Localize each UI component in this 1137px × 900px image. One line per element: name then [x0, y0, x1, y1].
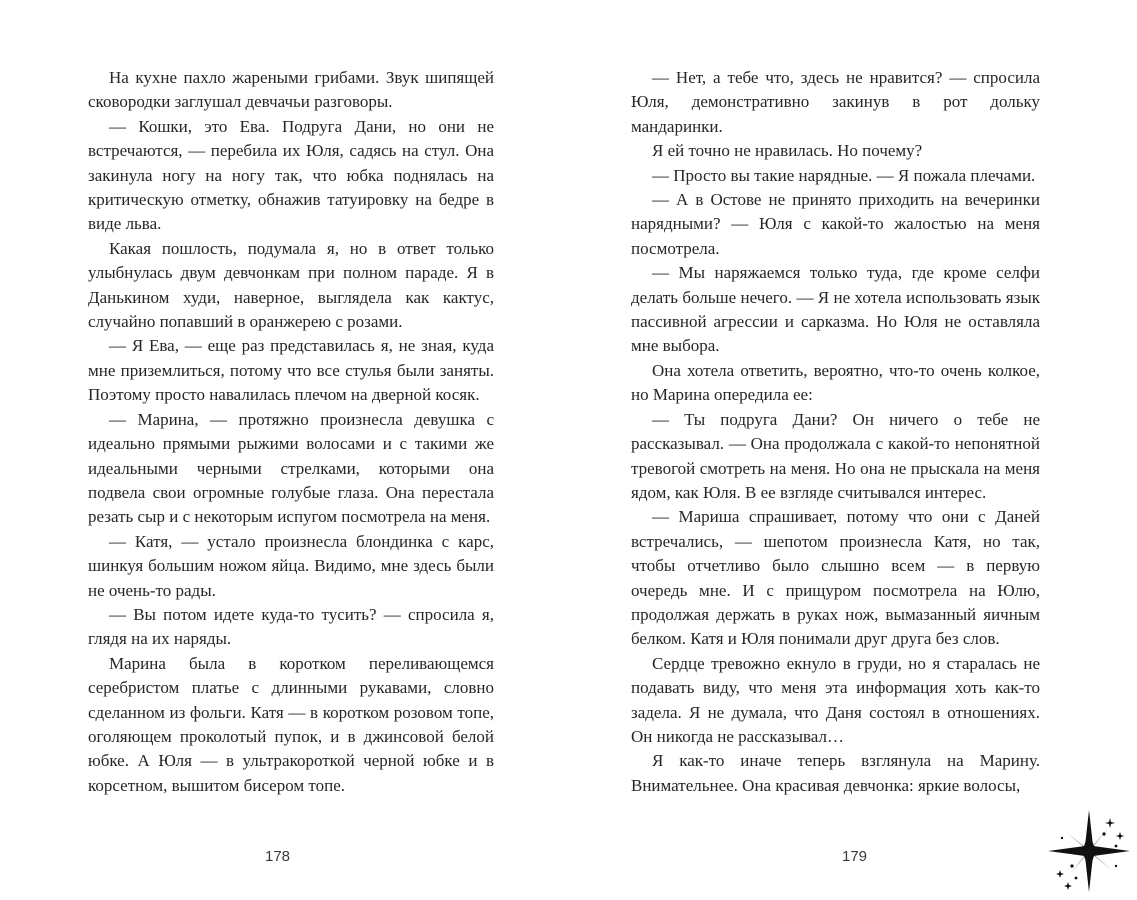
page-number-right: 179: [842, 848, 868, 865]
paragraph: Я как-то иначе теперь взглянула на Марину. Внимательнее. Она красивая девчонка: яркие волосы,: [631, 751, 1040, 795]
right-page: [568, 0, 1137, 900]
page-number-left: 178: [265, 848, 291, 865]
paragraph: Она хотела ответить, вероятно, что-то очень колкое, но Марина опередила ее:: [631, 360, 1040, 405]
star-compass-icon: [1046, 808, 1132, 894]
paragraph: — Кошки, это Ева. Подруга Дани, но они не встречаются, — перебила их Юля, садясь на стул. Она закинула ногу на ногу так, что юбка поднялась на критическую отметку, обнажив татуировку на бедре в виде льва.: [88, 116, 494, 234]
paragraph: — Катя, — устало произнесла блондинка с карс, шинкуя большим ножом яйца. Видимо, мне здесь были не очень-то рады.: [88, 531, 494, 600]
left-page: [0, 0, 568, 900]
paragraph: — Я Ева, — еще раз представилась я, не зная, куда мне приземлиться, потому что все стулья были заняты. Поэтому просто навалилась плечом на дверной косяк.: [88, 336, 494, 405]
right-page-text: [631, 66, 1040, 798]
paragraph: На кухне пахло жареными грибами. Звук шипящей сковородки заглушал девчачьи разговоры.: [88, 68, 494, 112]
paragraph: Я ей точно не нравилась. Но почему?: [652, 141, 923, 161]
paragraph: — А в Остове не принято приходить на вечеринки нарядными? — Юля с какой-то жалостью на меня посмотрела.: [631, 190, 1040, 258]
paragraph: — Ты подруга Дани? Он ничего о тебе не рассказывал. — Она продолжала с какой-то непонятной тревогой смотреть на меня. Но она не прыскала на меня ядом, как Юля. В ее взгляде считывался интерес.: [631, 409, 1040, 502]
paragraph: Какая пошлость, подумала я, но в ответ только улыбнулась двум девчонкам при полном параде. Я в Данькином худи, наверное, выглядела как кактус, случайно попавший в оранжерею с розами.: [88, 238, 494, 332]
paragraph: — Мариша спрашивает, потому что они с Даней встречались, — шепотом произнесла Катя, но так, чтобы отчетливо было слышно всем — в первую очередь мне. И с прищуром посмотрела на Юлю, продолжая держать в руках нож, вымазанный яичным белком. Катя и Юля понимали друг друга без слов.: [631, 507, 1040, 649]
paragraph: — Нет, а тебе что, здесь не нравится? — спросила Юля, демонстративно закинув в рот дольку мандаринки.: [631, 68, 1040, 136]
left-page-text: [88, 66, 494, 798]
paragraph: — Марина, — протяжно произнесла девушка с идеально прямыми рыжими волосами и с такими же идеальными черными стрелками, которыми она подвела свои огромные голубые глаза. Она перестала резать сыр и с некоторым испугом посмотрела на меня.: [88, 409, 494, 527]
paragraph: — Просто вы такие нарядные. — Я пожала плечами.: [652, 165, 1036, 185]
paragraph: Сердце тревожно екнуло в груди, но я старалась не подавать виду, что меня эта информация хоть как-то задела. Я не думала, что Даня состоял в отношениях. Он никогда не рассказывал…: [631, 653, 1040, 746]
paragraph: — Вы потом идете куда-то тусить? — спросила я, глядя на их наряды.: [88, 604, 494, 649]
paragraph: Марина была в коротком переливающемся серебристом платье с длинными рукавами, словно сделанном из фольги. Катя — в коротком розовом топе, оголяющем проколотый пупок, и в джинсовой белой юбке. А Юля — в ультракороткой черной юбке и в корсетном, вышитом бисером топе.: [88, 653, 494, 795]
paragraph: — Мы наряжаемся только туда, где кроме селфи делать больше нечего. — Я не хотела использовать язык пассивной агрессии и сарказма. Но Юля не оставляла мне выбора.: [631, 263, 1040, 356]
